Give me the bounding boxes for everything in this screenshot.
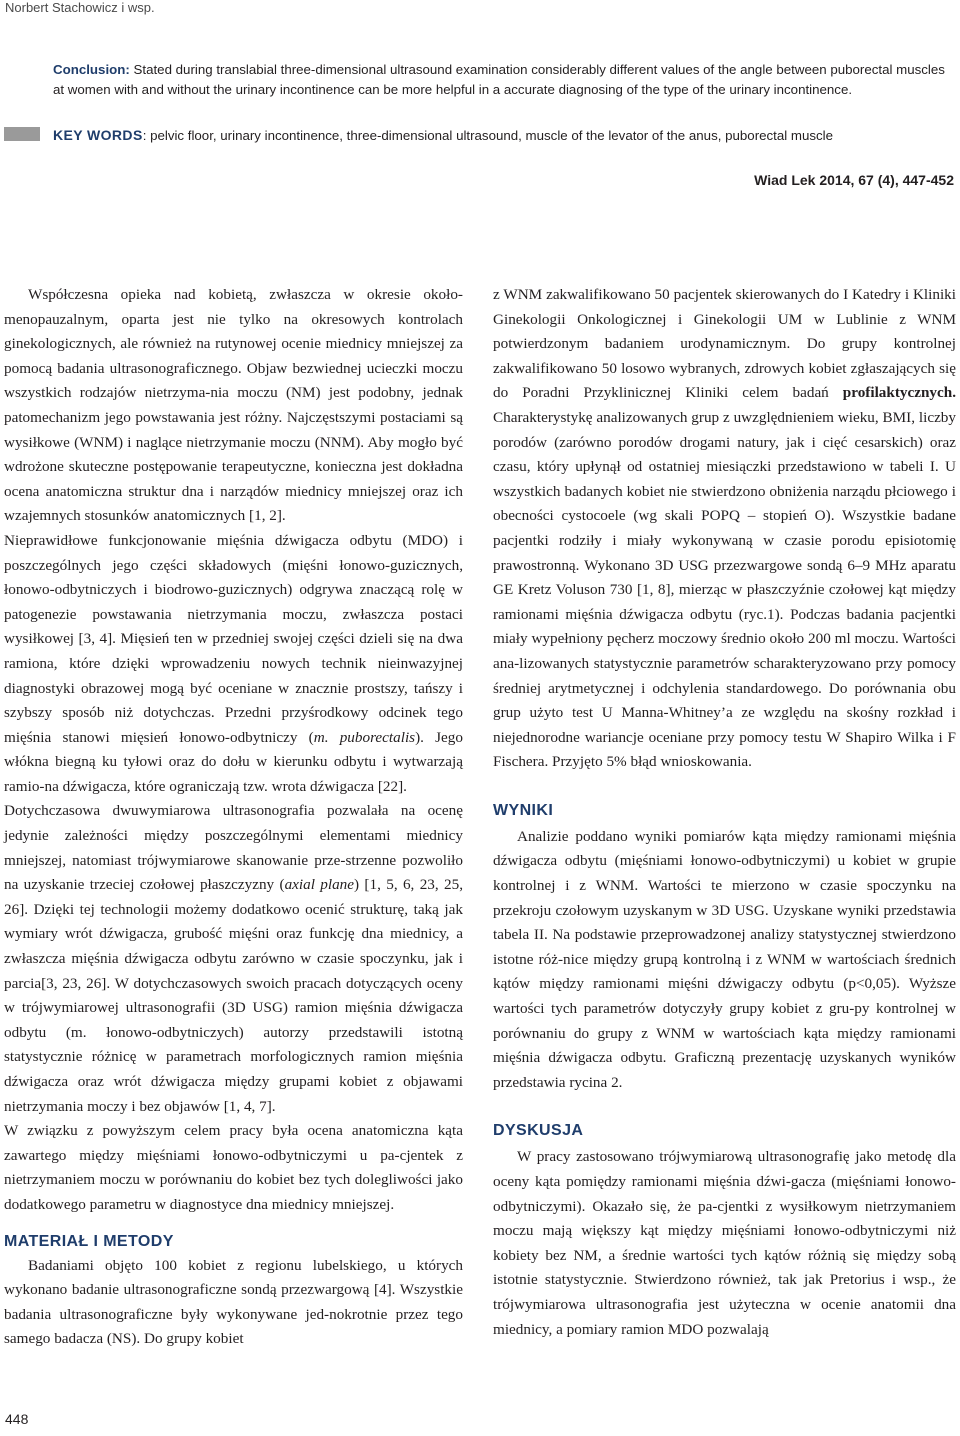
page-number: 448 [5, 1411, 29, 1427]
section-title-methods: MATERIAŁ I METODY [4, 1232, 174, 1250]
keywords-text: : pelvic floor, urinary incontinence, three-dimensional ultrasound, muscle of the levator of the anus, puborectal muscle [142, 128, 834, 143]
conclusion-text: Stated during translabial three-dimensional ultrasound examination considerably different values of the angle between puborectal muscles at women with and without the urinary incontinence can be more helpful in a accurate diagnosing of the type of the urinary incontinence. [53, 62, 945, 97]
intro-paragraph-3 [4, 799, 463, 1119]
intro-paragraph-1: Współczesna opieka nad kobietą, zwłaszcza w okresie około-menopauzalnym, oparta jest nie tylko na okresowych kontrolach ginekologicznych, ale również na rutynowej ocenie miednicy mniejszej za pomocą badania ultrasonograficznego. Objaw bezwiednej ucieczki moczu wszystkich rodzajów nietrzyma-nia moczu (NM) jest podobny, jednak patomechanizm jego powstawania jest różny. Najczęstszymi postaciami są wysiłkowe (WNM) i naglące nietrzymanie moczu (NNM). Aby mogło być wdrożone skuteczne postępowanie terapeutyczne, konieczna jest dokładna ocena anatomiczna struktur dna i narządów miednicy mniejszej oraz ich wzajemnych stosunków anatomicznych [1, 2]. [4, 286, 463, 525]
keywords-marker-bar [4, 127, 40, 141]
section-title-results: WYNIKI [493, 801, 554, 819]
intro-paragraph-3-text-b: ) [1, 5, 6, 23, 25, 26]. Dzięki tej technologii możemy dodatkowo ocenić strukturę, taką jak wymiary wrót dźwigacza, grubość mięśni oraz funkcję dna miednicy, a zwłaszcza mięśnia dźwigacza odbytu zarówno w czasie spoczynku, jak i parcia[3, 23, 26]. W dotychczasowych swoich pracach dotyczących oceny w trójwymiarowej ultrasonografii (3D USG) ramion mięśnia dźwigacza odbytu (m. łonowo-odbytniczych) autorzy przedstawili istotną statystycznie różnicę w parametrach morfologicznych ramion mięśnia dźwigacza oraz wrót dźwigacza między grupami kobiet z objawami nietrzymania moczy i bez objawów [1, 4, 7]. [4, 876, 464, 1115]
intro-paragraph-3-text-a: Dotychczasowa dwuwymiarowa ultrasonografia pozwalała na ocenę jedynie zależności między poszczególnymi elementami miednicy mniejszej, natomiast trójwymiarowe skanowanie prze-strzenne pozwoliło na uzyskanie trzeciej czołowej płaszczyzny ( [4, 802, 463, 894]
keywords-label: KEY WORDS [53, 127, 143, 143]
results-paragraph: Analizie poddano wyniki pomiarów kąta między ramionami mięśnia dźwigacza odbytu (mięśniami łonowo-odbytniczymi) u kobiet w grupie kontrolnej i z WNM. Wartości te mierzono w czasie spoczynku na przekroju czołowym uzyskanym w 3D USG. Uzyskane wyniki przedstawia tabela II. Na podstawie przeprowadzonej analizy statystycznej stwierdzono istotne róż-nice między grupą kontrolną i z WNM w wartościach średnich kątów między ramionami mięśni dźwigaczy odbytu (p<0,05). Wyższe wartości tych parametrów dotyczyły grupy kobiet z gru-py kontrolnej w porównaniu do grupy z WNM w wartościach kąta między ramionami mięśnia dźwigacza odbytu. Graficzną prezentację uzyskanych wyników przedstawia rycina 2. [493, 827, 956, 1091]
conclusion-label: Conclusion: [53, 62, 130, 77]
methods-paragraph: Badaniami objęto 100 kobiet z regionu lubelskiego, u których wykonano badanie ultrasonograficzne sondą przezwargową [4]. Wszystkie badania ultrasonograficzne były wykonywane jed-nokrotnie przez tego samego badacza (NS). Do grupy kobiet [4, 1256, 463, 1348]
intro-paragraph-2-text-a: Nieprawidłowe funkcjonowanie mięśnia dźwigacza odbytu (MDO) i poszczególnych jego części składowych (mięśni łonowo-guzicznych, łonowo-odbytniczych i biodrowo-guzicznych) odgrywa znaczącą rolę w patogenezie powstawania nietrzymania moczu, zwłaszcza postaci wysiłkowej [3, 4]. Mięsień ten w przedniej swojej części dzieli się na dwa ramiona, które dzięki wprowadzeniu nowych technik nieinwazyjnej diagnostyki obrazowej mogą być oceniane w znacznie prostszy, tańszy i szybszy sposób niż dotychczas. Przedni przyśrodkowy odcinek tego mięśnia stanowi mięsień łonowo-odbytniczy ( [4, 531, 463, 746]
intro-paragraph-2-text-b: ). Jego włókna biegną ku tyłowi oraz do dołu w kierunku odbytu i wytwarzają ramio-na dźwigacza, które ograniczają tzw. wrota dźwigacza [22]. [4, 728, 463, 795]
journal-citation: Wiad Lek 2014, 67 (4), 447-452 [754, 172, 954, 188]
intro-paragraph-2 [4, 529, 463, 800]
methods-text-a: z WNM zakwalifikowano 50 pacjentek skierowanych do I Katedry i Kliniki Ginekologii Onkologicznej i Ginekologii UM w Lublinie z WNM potwierdzonym badaniem urodynamicznym. Do grupy kontrolnej zakwalifikowano 50 losowo wybranych, zdrowych kobiet zgłaszających się do Poradni Przyklinicznej Kliniki celem badań [493, 286, 956, 402]
methods-bold-word: profilaktycznych. [842, 384, 956, 402]
discussion-paragraph: W pracy zastosowano trójwymiarową ultrasonografię jako metodę dla oceny kąta pomiędzy ramionami mięśnia dźwi-gacza (mięśniami łonowo-odbytniczymi). Okazało się, że pa-cjentki z wysiłkowym nietrzymaniem moczu mają większy kąt między mięśniami łonowo-odbytniczymi niż kobiety bez NM, a średnie wartości tych kątów różnią się między sobą istotnie statystycznie. Stwierdzono również, tak jak Pretorius i wsp., że trójwymiarowa ultrasonografia jest użyteczna w ocenie anatomii dna miednicy, a pomiary ramion MDO pozwalają [493, 1148, 956, 1338]
keywords-paragraph [53, 126, 953, 145]
right-column [493, 283, 956, 1342]
methods-text-b: Charakterystykę analizowanych grup z uwzględnieniem wieku, BMI, liczby porodów (zarówno porodów drogami natury, jak i cięć cesarskich) oraz czasu, który upłynął od ostatniej miesiączki przedstawiono w tabeli I. U wszystkich badanych kobiet nie stwierdzono obniżenia narządu płciowego i obecności cystocoele (wg skali POPQ – stopień O). Wszystkie badane pacjentki rodziły i miały wykonywaną w czasie porodu episiotomię prawostronną. Wykonano 3D USG przezwargowe sondą 6–9 MHz aparatu GE Kretz Voluson 730 [1, 8], mierząc w płaszczyźnie czołowej kąt między ramionami mięśnia dźwigacza odbytu (ryc.1). Podczas badania pacjentki miały wypełniony pęcherz moczowy średnio około 200 ml moczu. Wartości ana-lizowanych statystycznie parametrów scharakteryzowano przy pomocy średniej arytmetycznej i odchylenia standardowego. Do porównania obu grup użyto test U Manna-Whitney’a ze względu na skośny rozkład i niejednorodne wariancje oceniane przy pomocy testu W Shapiro Wilka i F Fischera. Przyjęto 5% błąd wnioskowania. [493, 408, 956, 771]
section-title-discussion: DYSKUSJA [493, 1122, 584, 1140]
methods-paragraph-continued [493, 283, 956, 775]
left-column [4, 283, 463, 1352]
intro-paragraph-4: W związku z powyższym celem pracy była ocena anatomiczna kąta zawartego między mięśniami łonowo-odbytniczymi u pa-cjentek z nietrzymaniem moczu w porównaniu do kobiet bez tych dolegliwości jako dodatkowego parametru w diagnostyce dna miednicy mniejszej. [4, 1122, 463, 1213]
conclusion-paragraph [53, 60, 953, 100]
running-header: Norbert Stachowicz i wsp. [5, 0, 155, 15]
axial-plane-term: axial plane [284, 876, 355, 894]
muscle-latin-name: m. puborectalis [313, 728, 416, 746]
